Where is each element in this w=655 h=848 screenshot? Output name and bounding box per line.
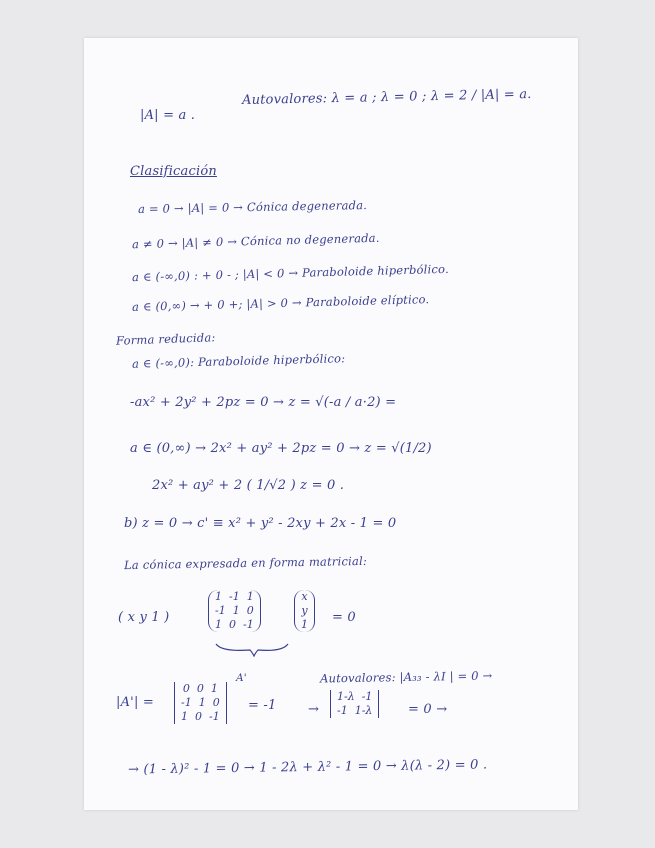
classification-line-4: a ∈ (0,∞) → + 0 +; |A| > 0 → Paraboloide elíptico. [131,292,430,314]
a-prime-label: A' [236,672,247,684]
coefficient-matrix [208,590,261,632]
matrix-form-caption: La cónica expresada en forma matricial: [123,553,368,573]
column-vector: x y 1 [294,590,315,632]
equals-zero: = 0 [332,610,356,625]
part-b-equation: b) z = 0 → c' ≡ x² + y² - 2xy + 2x - 1 = 0 [124,516,397,531]
section-title-forma-reducida: Forma reducida: [115,330,216,348]
reduced-form-equation-3: 2x² + ay² + 2 ( 1/√2 ) z = 0 . [152,478,345,493]
characteristic-determinant [330,690,379,718]
eigenvalues-header: Autovalores: λ = a ; λ = 0 ; λ = 2 / |A| = a. [241,86,532,109]
classification-line-1: a = 0 → |A| = 0 → Cónica degenerada. [137,198,368,216]
section-title-clasificacion: Clasificación [130,164,217,179]
classification-line-3: a ∈ (-∞,0) : + 0 - ; |A| < 0 → Paraboloide hiperbólico. [131,261,450,285]
matrix-row: -1 1 0 [215,604,254,617]
reduced-form-hyperbolic: a ∈ (-∞,0): Paraboloide hiperbólico: [131,351,346,371]
matrix-row: -1 1-λ [337,704,373,717]
matrix-underbrace [212,640,292,660]
char-equals-zero: = 0 → [408,702,448,717]
arrow: → [308,702,320,717]
row-vector: ( x y 1 ) [118,610,170,625]
reduced-form-equation-1: -ax² + 2y² + 2pz = 0 → z = √(-a / a·2) = [130,395,397,410]
matrix-row: 0 0 1 [182,682,218,695]
reduced-form-equation-2: a ∈ (0,∞) → 2x² + ay² + 2pz = 0 → z = √(1/2) [130,441,432,456]
matrix-row: 1-λ -1 [337,690,373,703]
matrix-row: 1 0 -1 [181,710,220,723]
final-eigenvalue-equation: → (1 - λ)² - 1 = 0 → 1 - 2λ + λ² - 1 = 0 → λ(λ - 2) = 0 . [127,757,488,778]
scanned-page [84,38,578,810]
matrix-row: -1 1 0 [181,696,220,709]
determinant-line: |A| = a . [140,108,196,123]
determinant-result: = -1 [248,698,277,713]
matrix-row: 1 -1 1 [215,590,254,603]
classification-line-2: a ≠ 0 → |A| ≠ 0 → Cónica no degenerada. [131,230,380,252]
det-a-prime-label: |A'| = [116,695,154,710]
eigenvalue-equation-caption: Autovalores: |A₃₃ - λI | = 0 → [319,668,493,686]
determinant-a-prime [174,682,227,724]
matrix-row: 1 0 -1 [215,618,254,631]
